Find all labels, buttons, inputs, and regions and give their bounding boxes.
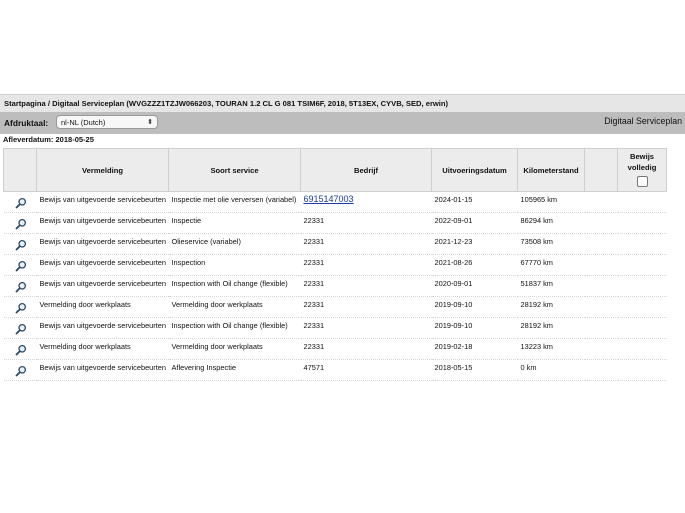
table-row bbox=[4, 276, 667, 297]
cell-vermelding: Bewijs van uitgevoerde servicebeurten bbox=[37, 234, 169, 255]
row-magnifier-cell bbox=[4, 255, 37, 276]
magnifier-icon[interactable] bbox=[15, 281, 27, 293]
bedrijf-value: 22331 bbox=[303, 258, 325, 267]
cell-kilometerstand: 13223 km bbox=[518, 339, 585, 360]
cell-uitvoeringsdatum: 2021-08-26 bbox=[432, 255, 518, 276]
bedrijf-value: 22331 bbox=[303, 300, 325, 309]
cell-spacer bbox=[585, 192, 618, 213]
bedrijf-value: 22331 bbox=[303, 279, 325, 288]
table-row bbox=[4, 213, 667, 234]
row-magnifier-cell bbox=[4, 276, 37, 297]
cell-soort-service: Olieservice (variabel) bbox=[169, 234, 301, 255]
cell-soort-service: Vermelding door werkplaats bbox=[169, 297, 301, 318]
cell-spacer bbox=[585, 255, 618, 276]
print-language-value: nl-NL (Dutch) bbox=[61, 118, 106, 127]
cell-kilometerstand: 51837 km bbox=[518, 276, 585, 297]
cell-bedrijf bbox=[301, 213, 432, 234]
cell-bewijs bbox=[618, 276, 667, 297]
cell-vermelding: Vermelding door werkplaats bbox=[37, 339, 169, 360]
cell-spacer bbox=[585, 339, 618, 360]
cell-bewijs bbox=[618, 192, 667, 213]
table-row bbox=[4, 339, 667, 360]
cell-spacer bbox=[585, 297, 618, 318]
cell-uitvoeringsdatum: 2021-12-23 bbox=[432, 234, 518, 255]
bedrijf-value: 22331 bbox=[303, 216, 325, 225]
cell-bewijs bbox=[618, 297, 667, 318]
cell-kilometerstand: 73508 km bbox=[518, 234, 585, 255]
cell-uitvoeringsdatum: 2024-01-15 bbox=[432, 192, 518, 213]
breadcrumb[interactable]: Startpagina / Digitaal Serviceplan (WVGZZZ1TZJW066203, TOURAN 1.2 CL G 081 TSIM6F, 2018, 5T13EX, CYVB, SED, erwin) bbox=[0, 94, 685, 112]
print-language-select[interactable] bbox=[56, 115, 158, 129]
cell-soort-service: Vermelding door werkplaats bbox=[169, 339, 301, 360]
cell-kilometerstand: 28192 km bbox=[518, 318, 585, 339]
header-kilometerstand[interactable]: Kilometerstand bbox=[518, 149, 585, 192]
header-uitvoeringsdatum[interactable]: Uitvoeringsdatum bbox=[432, 149, 518, 192]
cell-bedrijf bbox=[301, 318, 432, 339]
cell-uitvoeringsdatum: 2020-09-01 bbox=[432, 276, 518, 297]
toolbar bbox=[0, 112, 685, 134]
cell-uitvoeringsdatum: 2022-09-01 bbox=[432, 213, 518, 234]
print-language-label: Afdruktaal: bbox=[4, 118, 49, 128]
cell-bedrijf bbox=[301, 360, 432, 381]
cell-spacer bbox=[585, 360, 618, 381]
cell-spacer bbox=[585, 213, 618, 234]
bewijs-volledig-checkbox[interactable] bbox=[637, 176, 648, 187]
cell-vermelding: Bewijs van uitgevoerde servicebeurten bbox=[37, 318, 169, 339]
chevron-updown-icon: ⬍ bbox=[147, 119, 153, 126]
cell-vermelding: Bewijs van uitgevoerde servicebeurten bbox=[37, 360, 169, 381]
row-magnifier-cell bbox=[4, 360, 37, 381]
header-bedrijf[interactable]: Bedrijf bbox=[301, 149, 432, 192]
cell-kilometerstand: 86294 km bbox=[518, 213, 585, 234]
cell-bewijs bbox=[618, 213, 667, 234]
header-bewijs-volledig-label: Bewijs volledig bbox=[627, 151, 657, 172]
table-row bbox=[4, 234, 667, 255]
cell-bedrijf bbox=[301, 297, 432, 318]
cell-spacer bbox=[585, 276, 618, 297]
cell-bedrijf bbox=[301, 339, 432, 360]
cell-soort-service: Aflevering Inspectie bbox=[169, 360, 301, 381]
cell-uitvoeringsdatum: 2018-05-15 bbox=[432, 360, 518, 381]
cell-uitvoeringsdatum: 2019-09-10 bbox=[432, 297, 518, 318]
delivery-date: Afleverdatum: 2018-05-25 bbox=[3, 135, 94, 144]
row-magnifier-cell bbox=[4, 234, 37, 255]
cell-soort-service: Inspectie bbox=[169, 213, 301, 234]
magnifier-icon[interactable] bbox=[15, 323, 27, 335]
row-magnifier-cell bbox=[4, 297, 37, 318]
bedrijf-value: 47571 bbox=[303, 363, 325, 372]
row-magnifier-cell bbox=[4, 318, 37, 339]
cell-bewijs bbox=[618, 318, 667, 339]
cell-vermelding: Bewijs van uitgevoerde servicebeurten bbox=[37, 192, 169, 213]
cell-bewijs bbox=[618, 234, 667, 255]
cell-bewijs bbox=[618, 255, 667, 276]
cell-kilometerstand: 67770 km bbox=[518, 255, 585, 276]
cell-uitvoeringsdatum: 2019-02-18 bbox=[432, 339, 518, 360]
service-plan-window bbox=[0, 94, 685, 418]
table-row bbox=[4, 318, 667, 339]
cell-vermelding: Vermelding door werkplaats bbox=[37, 297, 169, 318]
cell-kilometerstand: 105965 km bbox=[518, 192, 585, 213]
header-bewijs-volledig bbox=[618, 149, 667, 192]
cell-soort-service: Inspection bbox=[169, 255, 301, 276]
cell-soort-service: Inspection with Oil change (flexible) bbox=[169, 276, 301, 297]
magnifier-icon[interactable] bbox=[15, 239, 27, 251]
header-action bbox=[4, 149, 37, 192]
table-row bbox=[4, 192, 667, 213]
cell-vermelding: Bewijs van uitgevoerde servicebeurten bbox=[37, 213, 169, 234]
cell-bewijs bbox=[618, 360, 667, 381]
cell-spacer bbox=[585, 234, 618, 255]
header-vermelding[interactable]: Vermelding bbox=[37, 149, 169, 192]
cell-soort-service: Inspectie met olie verversen (variabel) bbox=[169, 192, 301, 213]
bedrijf-value: 22331 bbox=[303, 342, 325, 351]
magnifier-icon[interactable] bbox=[15, 197, 27, 209]
table-row bbox=[4, 297, 667, 318]
cell-bedrijf bbox=[301, 276, 432, 297]
bedrijf-value: 22331 bbox=[303, 237, 325, 246]
app-title: Digitaal Serviceplan bbox=[604, 116, 682, 126]
magnifier-icon[interactable] bbox=[15, 218, 27, 230]
cell-bedrijf bbox=[301, 192, 432, 213]
cell-kilometerstand: 0 km bbox=[518, 360, 585, 381]
cell-bedrijf bbox=[301, 234, 432, 255]
magnifier-icon[interactable] bbox=[15, 260, 27, 272]
header-spacer bbox=[585, 149, 618, 192]
cell-kilometerstand: 28192 km bbox=[518, 297, 585, 318]
magnifier-icon[interactable] bbox=[15, 365, 27, 377]
magnifier-icon[interactable] bbox=[15, 344, 27, 356]
cell-uitvoeringsdatum: 2019-09-10 bbox=[432, 318, 518, 339]
row-magnifier-cell bbox=[4, 192, 37, 213]
row-magnifier-cell bbox=[4, 213, 37, 234]
cell-bedrijf bbox=[301, 255, 432, 276]
magnifier-icon[interactable] bbox=[15, 302, 27, 314]
row-magnifier-cell bbox=[4, 339, 37, 360]
bedrijf-value: 22331 bbox=[303, 321, 325, 330]
header-soort-service[interactable]: Soort service bbox=[169, 149, 301, 192]
cell-bewijs bbox=[618, 339, 667, 360]
bedrijf-link[interactable]: 6915147003 bbox=[303, 194, 354, 204]
service-table bbox=[3, 148, 667, 381]
table-row bbox=[4, 255, 667, 276]
cell-spacer bbox=[585, 318, 618, 339]
cell-soort-service: Inspection with Oil change (flexible) bbox=[169, 318, 301, 339]
cell-vermelding: Bewijs van uitgevoerde servicebeurten bbox=[37, 276, 169, 297]
table-row bbox=[4, 360, 667, 381]
cell-vermelding: Bewijs van uitgevoerde servicebeurten bbox=[37, 255, 169, 276]
table-header-row bbox=[4, 149, 667, 192]
